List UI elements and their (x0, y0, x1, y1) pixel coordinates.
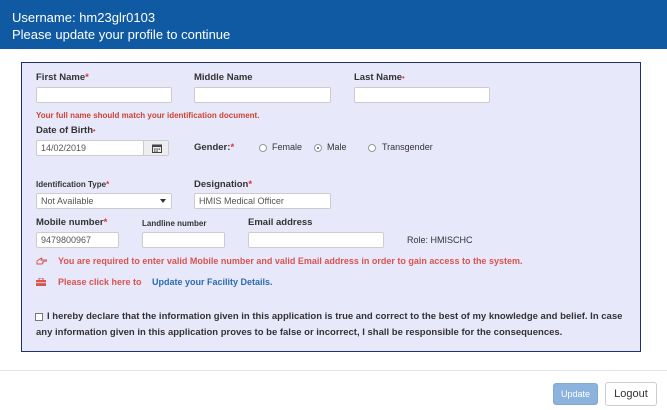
middle-name-label: Middle Name (194, 72, 253, 83)
declaration-line-1: I hereby declare that the information given in this application is true and correct to the best of my knowledge and belief. In case (47, 311, 623, 322)
gender-male-label: Male (327, 142, 347, 152)
briefcase-icon (36, 278, 46, 286)
calendar-icon (152, 144, 162, 153)
gender-label: Gender:* (194, 142, 235, 153)
update-profile-message: Please update your profile to continue (12, 27, 231, 42)
facility-prefix-text: Please click here to (58, 277, 142, 287)
last-name-input[interactable] (354, 87, 490, 103)
designation-input[interactable]: HMIS Medical Officer (194, 193, 331, 209)
middle-name-input[interactable] (194, 87, 331, 103)
email-label: Email address (248, 217, 313, 228)
declaration-line-2: any information given in this application proves to be false or incorrect, I shall be responsible for the consequences. (36, 327, 563, 338)
name-hint-text: Your full name should match your identification document. (36, 111, 260, 120)
contact-warning-text: You are required to enter valid Mobile number and valid Email address in order to gain access to the system. (58, 256, 523, 266)
mobile-label: Mobile number* (36, 217, 108, 228)
dob-label: Date of Birth• (36, 125, 96, 136)
gender-female-radio[interactable] (259, 144, 267, 152)
id-type-label: Identification Type* (36, 180, 110, 189)
landline-input[interactable] (142, 232, 225, 248)
first-name-input[interactable] (36, 87, 172, 103)
gender-male-radio[interactable] (314, 144, 322, 152)
gender-female-label: Female (272, 142, 303, 152)
mobile-input[interactable]: 9479800967 (36, 232, 119, 248)
profile-form-panel (21, 62, 641, 352)
designation-label: Designation* (194, 179, 253, 190)
id-type-value: Not Available (41, 196, 94, 206)
update-facility-link[interactable]: Update your Facility Details. (152, 277, 273, 287)
update-button[interactable]: Update (553, 383, 598, 405)
role-text: Role: HMISCHC (407, 235, 473, 245)
id-type-select[interactable] (36, 193, 172, 209)
hand-pointer-icon (36, 257, 47, 265)
gender-transgender-radio[interactable] (368, 144, 376, 152)
landline-label: Landline number (142, 219, 207, 228)
declaration-checkbox[interactable] (35, 313, 43, 321)
top-banner (0, 0, 667, 49)
gender-transgender-label: Transgender (382, 142, 433, 152)
logout-button[interactable]: Logout (605, 382, 657, 406)
calendar-button[interactable] (143, 140, 169, 156)
email-input[interactable] (248, 232, 384, 248)
chevron-down-icon (160, 199, 166, 203)
username-text: Username: hm23glr0103 (12, 10, 156, 25)
dob-input[interactable]: 14/02/2019 (36, 140, 144, 156)
first-name-label: First Name* (36, 72, 89, 83)
last-name-label: Last Name• (354, 72, 405, 83)
footer-divider (0, 370, 667, 371)
